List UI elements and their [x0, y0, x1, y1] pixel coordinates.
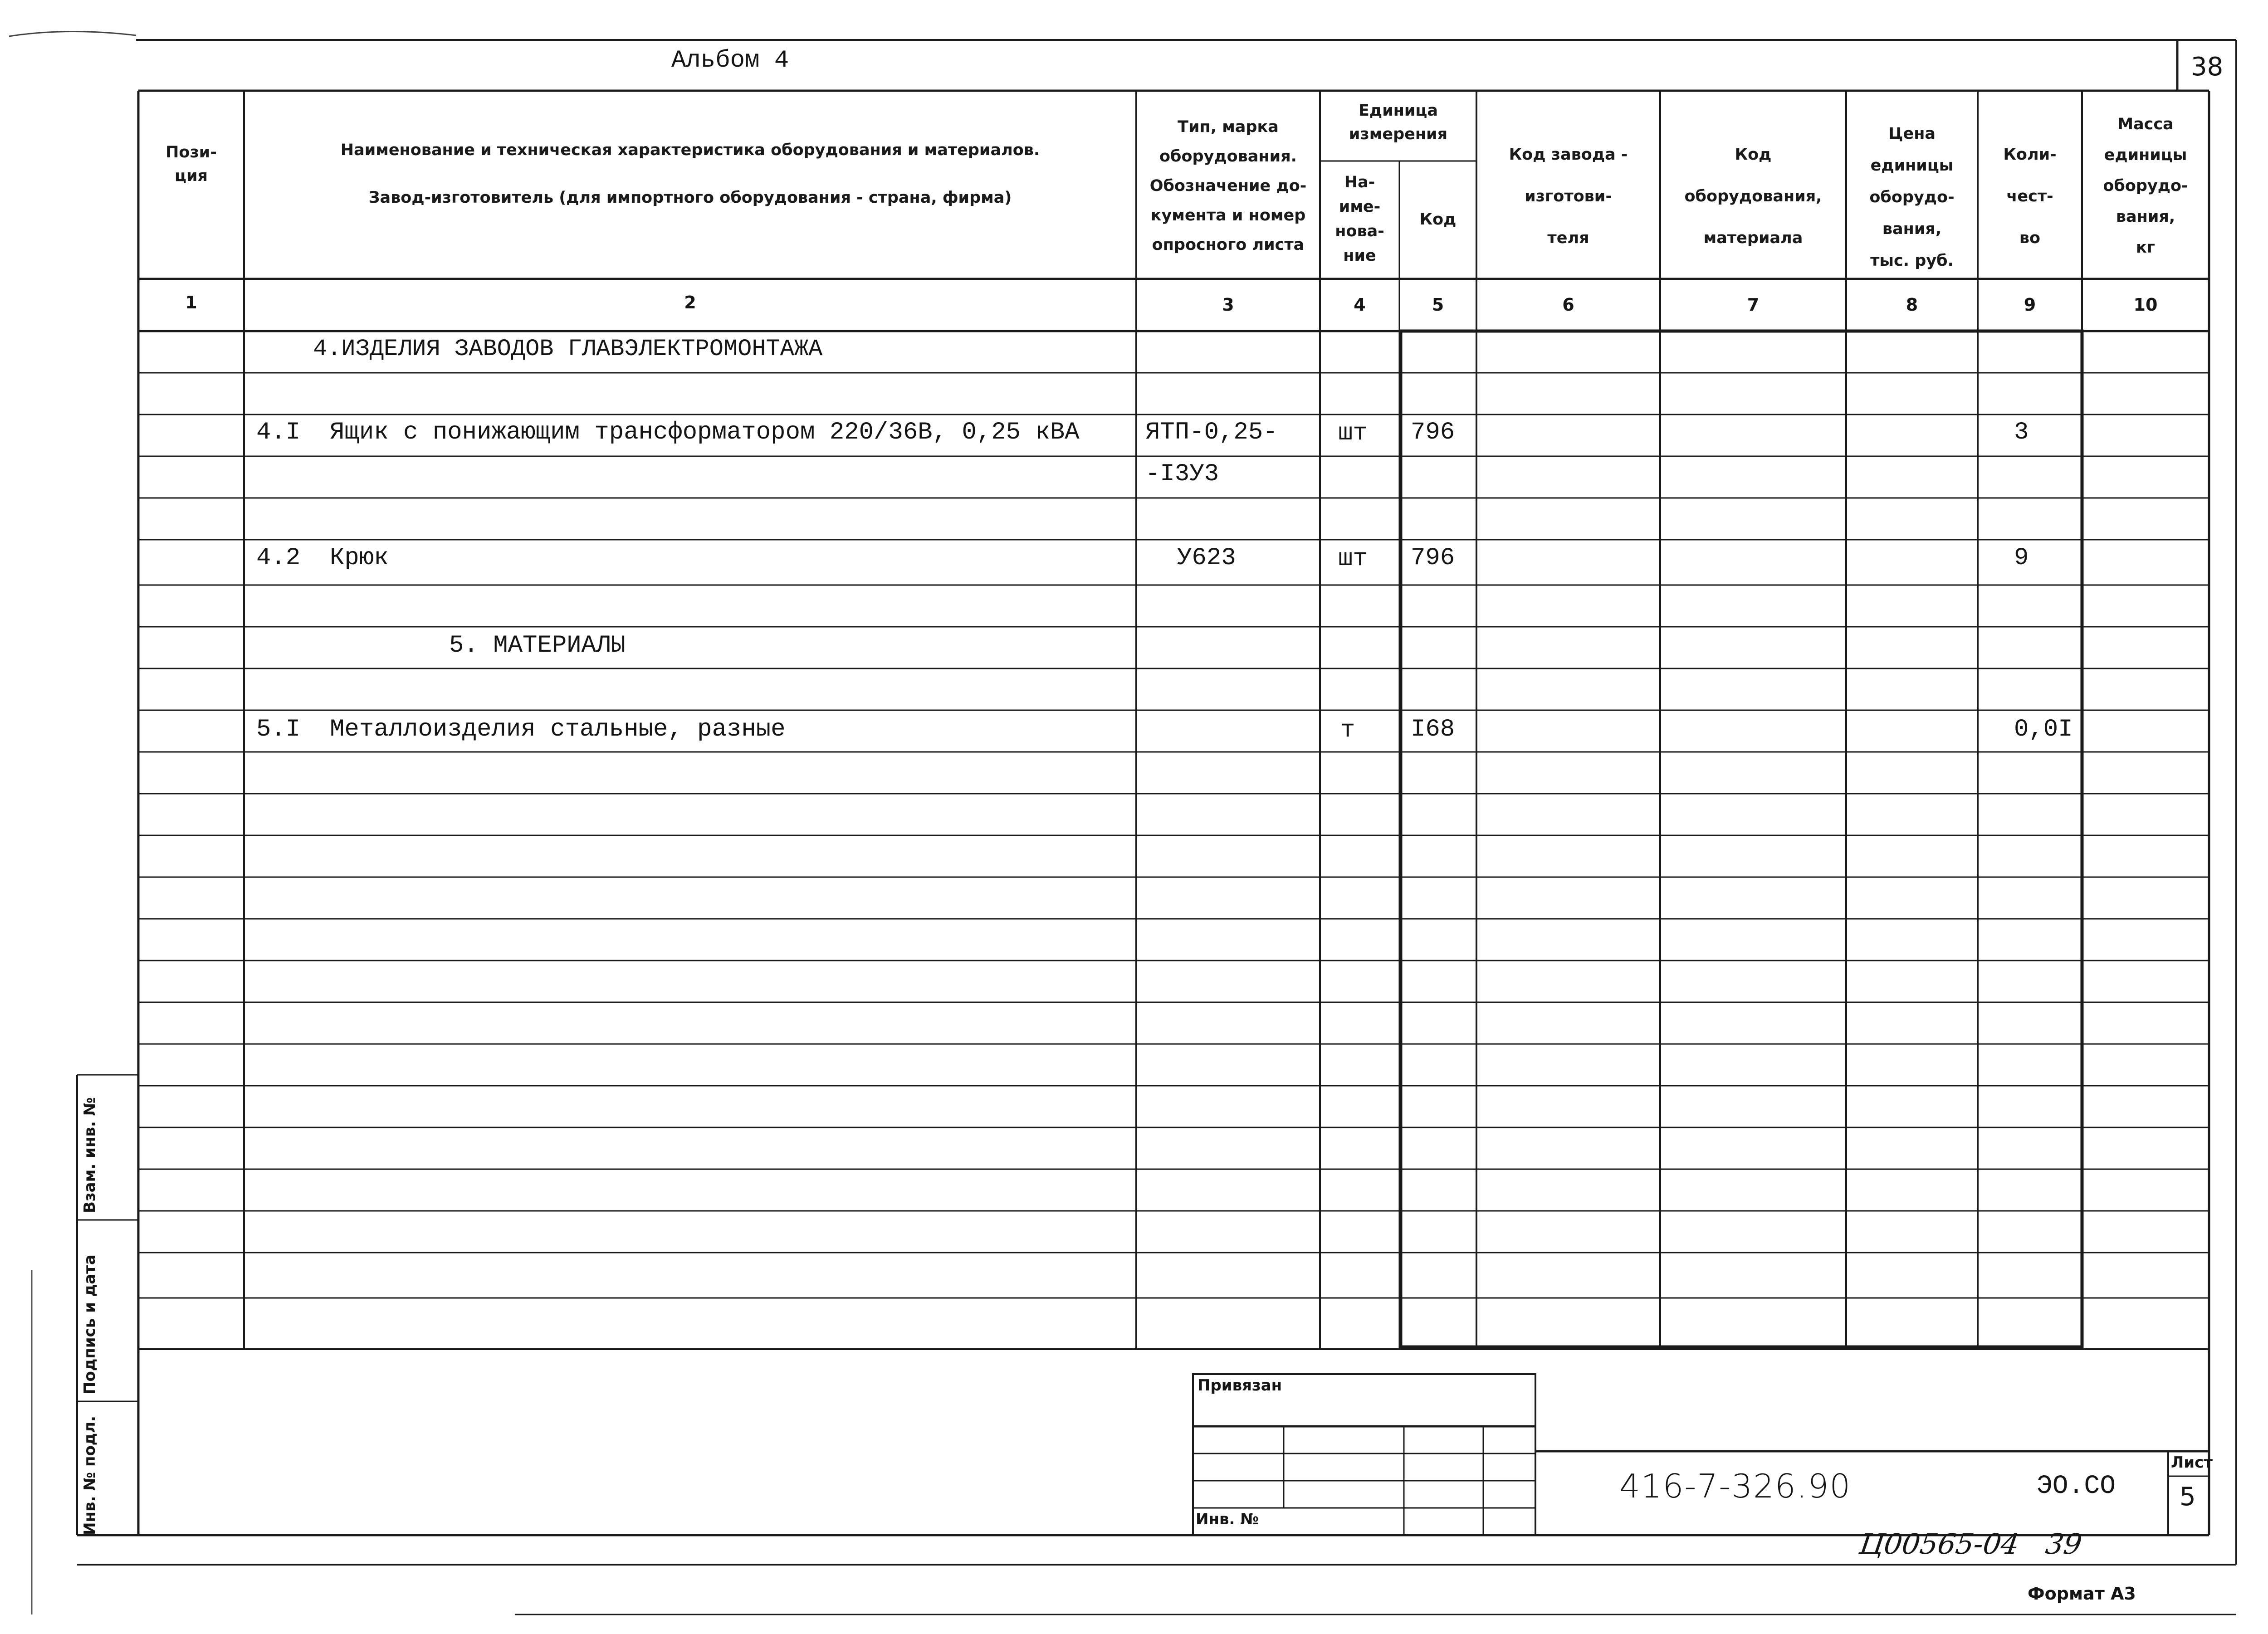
header-price: Цена единицы оборудо- вания, тыс. руб. — [1869, 125, 1955, 270]
page-number: 38 — [2191, 52, 2224, 82]
item-4-2-code: 796 — [1411, 544, 1455, 572]
side-label-inv-original: Инв. № подл. — [81, 1415, 99, 1535]
item-4-2-unit: шт — [1338, 545, 1368, 573]
item-4-1-type-line2: -I3У3 — [1145, 460, 1219, 488]
stamp-inv-no-label: Инв. № — [1196, 1510, 1259, 1528]
column-number: 1 — [185, 293, 197, 312]
header-position: Пози- ция — [166, 143, 217, 185]
item-4-2-name: 4.2 Крюк — [256, 544, 389, 572]
header-name-line2: Завод-изготовитель (для импортного оборудования - страна, фирма) — [368, 189, 1012, 207]
header-unit-name: На- име- нова- ние — [1335, 173, 1384, 265]
header-name-line1: Наименование и техническая характеристика оборудования и материалов. — [340, 141, 1040, 159]
item-5-1-quantity: 0,0I — [2014, 716, 2073, 743]
stamp-sheet-number: 5 — [2180, 1482, 2196, 1512]
section-title-5: 5. МАТЕРИАЛЫ — [449, 632, 626, 659]
item-4-1-name: 4.I Ящик с понижающим трансформатором 220/36В, 0,25 кВА — [256, 419, 1080, 446]
header-mass: Масса единицы оборудо- вания, кг — [2103, 115, 2188, 257]
column-number: 8 — [1906, 295, 1918, 315]
section-title-4: 4.ИЗДЕЛИЯ ЗАВОДОВ ГЛАВЭЛЕКТРОМОНТАЖА — [313, 336, 823, 362]
column-number: 6 — [1562, 295, 1574, 315]
side-label-replace-inv: Взам. инв. № — [81, 1097, 99, 1213]
paper-format: Формат А3 — [2028, 1584, 2136, 1604]
header-quantity: Коли- чест- во — [2003, 146, 2057, 247]
side-label-sign-date: Подпись и дата — [81, 1254, 99, 1395]
stamp-attached-label: Привязан — [1198, 1376, 1282, 1395]
item-5-1-name: 5.I Металлоизделия стальные, разные — [256, 716, 786, 743]
column-number: 7 — [1747, 295, 1760, 315]
column-number: 9 — [2024, 295, 2036, 315]
header-factory-code: Код завода - изготови- теля — [1509, 146, 1628, 247]
item-4-1-code: 796 — [1411, 419, 1455, 446]
handwritten-archive-code: Ц00565-04 39 — [1857, 1527, 2084, 1561]
header-unit-group: Единица измерения — [1349, 102, 1448, 143]
item-4-2-type: У623 — [1177, 544, 1236, 572]
header-type: Тип, марка оборудования. Обозначение до- кумента и номер опросного листа — [1149, 118, 1307, 254]
header-unit-code: Код — [1419, 210, 1457, 229]
item-4-1-type-line1: ЯТП-0,25- — [1145, 419, 1278, 446]
item-5-1-code: I68 — [1411, 716, 1455, 743]
column-number: 4 — [1354, 295, 1366, 315]
item-4-1-unit: шт — [1338, 419, 1368, 447]
column-number: 2 — [684, 293, 696, 312]
stamp-sheet-label: Лист — [2171, 1454, 2213, 1472]
item-5-1-unit: т — [1340, 717, 1355, 744]
column-number: 10 — [2133, 295, 2158, 315]
stamp-document-section: ЭО.СО — [2037, 1472, 2116, 1501]
item-4-1-quantity: 3 — [2014, 419, 2029, 446]
column-number: 3 — [1222, 295, 1234, 315]
item-4-2-quantity: 9 — [2014, 544, 2029, 572]
stamp-document-code: 416-7-326.90 — [1619, 1467, 1852, 1505]
header-equipment-code: Код оборудования, материала — [1684, 146, 1822, 247]
column-number: 5 — [1432, 295, 1444, 315]
album-title: Альбом 4 — [671, 47, 789, 74]
